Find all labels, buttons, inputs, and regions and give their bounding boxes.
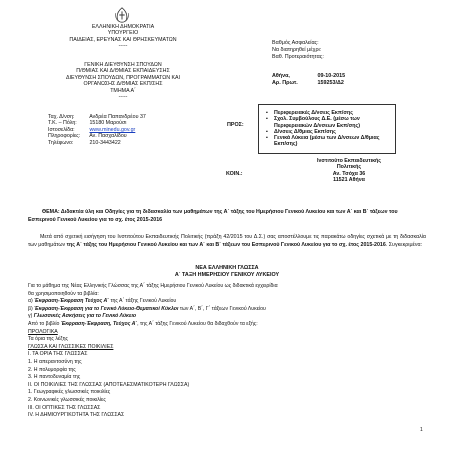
security-label: Βαθμός Ασφαλείας: bbox=[272, 40, 319, 46]
cc-line: Αν. Τσόχα 36 bbox=[332, 170, 366, 177]
directorate-line: ΔΙΕΥΘΥΝΣΗ ΣΠΟΥΔΩΝ, ΠΡΟΓΡΑΜΜΑΤΩΝ ΚΑΙ bbox=[65, 74, 181, 81]
directorate-separator: ----- bbox=[118, 94, 128, 101]
page-number: 1 bbox=[420, 427, 423, 433]
heading-language: ΓΛΩΣΣΑ ΚΑΙ ΓΛΩΣΣΙΚΕΣ ΠΟΙΚΙΛΙΕΣ bbox=[28, 343, 114, 350]
recipient-item: ▪ Περιφερειακές Δ/νσεις Εκπ/σης bbox=[266, 110, 392, 116]
contact-block bbox=[48, 114, 146, 146]
info-value: Αν. Πασχαλίδου bbox=[89, 133, 127, 140]
cc-line: 11521 Αθήνα bbox=[333, 177, 365, 184]
protocol-value: 159253/Δ2 bbox=[317, 80, 344, 86]
retention-label: Να διατηρηθεί μέχρι: bbox=[272, 47, 322, 53]
recipients-label: ΠΡΟΣ: bbox=[227, 122, 244, 128]
book-marker: β) bbox=[28, 305, 35, 312]
subject-line: ΘΕΜΑ: Διδακτέα ύλη και Οδηγίες για τη διδασκαλία των μαθημάτων της Α΄ τάξης του Ημερήσιου Γενικού Λυκείου και των Α΄ και Β΄ τάξεων του Εσπερινού Γενικού Λυκείου για το σχ. έτος 2015-2016 bbox=[28, 209, 398, 223]
department-line: ΤΜΗΜΑ Α΄ bbox=[110, 87, 136, 94]
recipients-list bbox=[266, 110, 392, 148]
book-title: Έκφραση-Έκφραση Τεύχος Α΄ bbox=[34, 298, 110, 305]
phone-label: Τηλέφωνο: bbox=[48, 139, 74, 146]
outline-item: 2. Η πολυμορφία της bbox=[28, 366, 76, 373]
cc-label: ΚΟΙΝ.: bbox=[226, 171, 243, 177]
protocol-label: Αρ. Πρωτ. bbox=[272, 80, 298, 86]
outline-item: 1. Η απεραντοσύνη της bbox=[28, 358, 82, 365]
book-item bbox=[28, 306, 428, 314]
postal-value: 15180 Μαρούσι bbox=[89, 120, 127, 127]
date-value: 09-10-2015 bbox=[317, 73, 346, 79]
ministry-role: ΥΠΟΥΡΓΕΙΟ bbox=[107, 30, 139, 37]
priority-label: Βαθ. Προτεραιότητας: bbox=[272, 54, 324, 60]
body-line: Για το μάθημα της Νέας Ελληνικής Γλώσσας της Α΄ τάξης Ημερήσιου Γενικού Λυκείου ως διδακτικά εγχειρίδια bbox=[28, 283, 278, 289]
greek-emblem-icon bbox=[113, 6, 131, 24]
outline-item: Ι. ΤΑ ΟΡΙΑ ΤΗΣ ΓΛΩΣΣΑΣ bbox=[28, 351, 88, 358]
book-desc: της Α΄ τάξης Γενικού Λυκείου bbox=[109, 298, 177, 305]
book-title: Έκφραση-Έκφραση, Τεύχος Α΄ bbox=[60, 320, 138, 327]
website-label: Ιστοσελίδα: bbox=[48, 126, 75, 133]
phone-row bbox=[48, 140, 146, 146]
body-line: θα χρησιμοποιηθούν τα βιβλία: bbox=[28, 290, 99, 297]
intro-text-end: . Συγκεκριμένα: bbox=[385, 242, 423, 248]
postal-label: Τ.Κ. – Πόλη: bbox=[48, 120, 77, 127]
header-separator: ----- bbox=[118, 42, 128, 49]
body-line: Τα όρια της λέξης bbox=[28, 336, 68, 343]
outline-item: ΙΙ. ΟΙ ΠΟΙΚΙΛΙΕΣ ΤΗΣ ΓΛΩΣΣΑΣ (ΑΠΟΤΕΛΕΣΜΑΤΙΚΟΤΕΡΗ ΓΛΩΣΣΑ) bbox=[28, 381, 190, 388]
address-label: Ταχ. Δ/νση: bbox=[48, 114, 75, 120]
document-meta bbox=[272, 40, 345, 87]
recipient-item: ▪ Δ/νσεις Δ/θμιας Εκπ/σης bbox=[266, 129, 392, 135]
outline-item: ΙΙΙ. ΟΙ ΟΠΤΙΚΕΣ ΤΗΣ ΓΛΩΣΣΑΣ bbox=[28, 404, 101, 411]
recipient-item: ▪ Σχολ. Συμβούλους Δ.Ε. (μέσω των Περιφερειακών Δ/νσεων Εκπ/σης) bbox=[266, 116, 392, 129]
book-title: Έκφραση-Έκφραση για το Γενικό Λύκειο-Θεματικοί Κύκλοι bbox=[34, 305, 179, 312]
address-value: Ανδρέα Παπανδρέου 37 bbox=[89, 114, 146, 120]
directorate-line: ΓΕΝΙΚΗ ΔΙΕΥΘΥΝΣΗ ΣΠΟΥΔΩΝ bbox=[84, 62, 162, 68]
section-subtitle: Α΄ ΤΑΞΗ ΗΜΕΡΗΣΙΟΥ ΓΕΝΙΚΟΥ ΛΥΚΕΙΟΥ bbox=[174, 272, 280, 278]
heading-prologue: ΠΡΟΛΟΓΙΚΑ bbox=[28, 328, 58, 335]
website-link[interactable]: www.minedu.gov.gr bbox=[89, 126, 136, 133]
intro-paragraph bbox=[28, 233, 426, 249]
cc-line: Ινστιτούτο Εκπαιδευτικής bbox=[316, 158, 382, 164]
body-text-span: , της Α΄ τάξης Γενικού Λυκείου θα διδαχθούν τα εξής: bbox=[137, 320, 258, 327]
outline-item: 2. Κοινωνικές γλωσσικές ποικιλίες bbox=[28, 396, 106, 403]
date-row bbox=[272, 73, 345, 80]
book-item bbox=[28, 298, 428, 306]
outline-item: IV. Η ΔΗΜΙΟΥΡΓΙΚΟΤΗΤΑ ΤΗΣ ΓΛΩΣΣΑΣ bbox=[28, 412, 125, 419]
body-line bbox=[28, 321, 428, 329]
recipient-item: ▪ Γενικά Λύκεια (μέσω των Δ/νσεων Δ/θμιας Εκπ/σης) bbox=[266, 135, 392, 148]
book-item bbox=[28, 313, 428, 321]
book-title: Γλωσσικές Ασκήσεις για το Γενικό Λύκειο bbox=[33, 313, 137, 320]
ministry-header bbox=[28, 24, 218, 49]
phone-value: 210-3443422 bbox=[89, 139, 121, 146]
book-desc: των Α΄, Β΄, Γ΄ τάξεων Γενικού Λυκείου bbox=[178, 305, 266, 312]
intro-bold-text: της Α΄ τάξης του Ημερήσιου Γενικού Λυκείου και των Α΄ και Β΄ τάξεων του Εσπερινού Γενικού Λυκείου για το σχ. έτος 2015-2016 bbox=[66, 242, 386, 248]
body-text-span: Από το βιβλίο bbox=[28, 320, 61, 327]
outline-item: 1. Γεωγραφικές γλωσσικές ποικιλίες bbox=[28, 389, 111, 396]
cc-line: Πολιτικής bbox=[336, 164, 362, 171]
outline-item: 3. Η παντοδυναμία της bbox=[28, 374, 81, 381]
ministry-name: ΠΑΙΔΕΙΑΣ, ΕΡΕΥΝΑΣ ΚΑΙ ΘΡΗΣΚΕΥΜΑΤΩΝ bbox=[69, 36, 177, 43]
directorate-header bbox=[28, 62, 218, 100]
protocol-row bbox=[272, 80, 345, 87]
directorate-line: ΟΡΓΑΝΩΣΗΣ Δ/ΘΜΙΑΣ ΕΚΠ/ΣΗΣ bbox=[83, 81, 163, 88]
info-label: Πληροφορίες: bbox=[48, 133, 81, 140]
cc-block bbox=[300, 158, 398, 184]
directorate-line: Π/ΘΜΙΑΣ ΚΑΙ Δ/ΘΜΙΑΣ ΕΚΠΑΙΔΕΥΣΗΣ bbox=[76, 68, 170, 75]
book-marker: α) bbox=[28, 298, 35, 305]
section-title: ΝΕΑ ΕΛΛΗΝΙΚΗ ΓΛΩΣΣΑ bbox=[195, 265, 259, 271]
intro-text: Μετά από σχετική εισήγηση του Ινστιτούτου Εκπαιδευτικής Πολιτικής (πράξη 42/2015 του Δ.Σ.) σας αποστέλλουμε τις παρακάτω οδηγίες σχετικά με τη διδασκαλία των μαθημάτων bbox=[28, 234, 426, 248]
book-marker: γ) bbox=[28, 313, 34, 320]
city-label: Αθήνα, bbox=[272, 73, 290, 79]
country-name: ΕΛΛΗΝΙΚΗ ΔΗΜΟΚΡΑΤΙΑ bbox=[91, 24, 155, 30]
body-text bbox=[28, 283, 428, 420]
